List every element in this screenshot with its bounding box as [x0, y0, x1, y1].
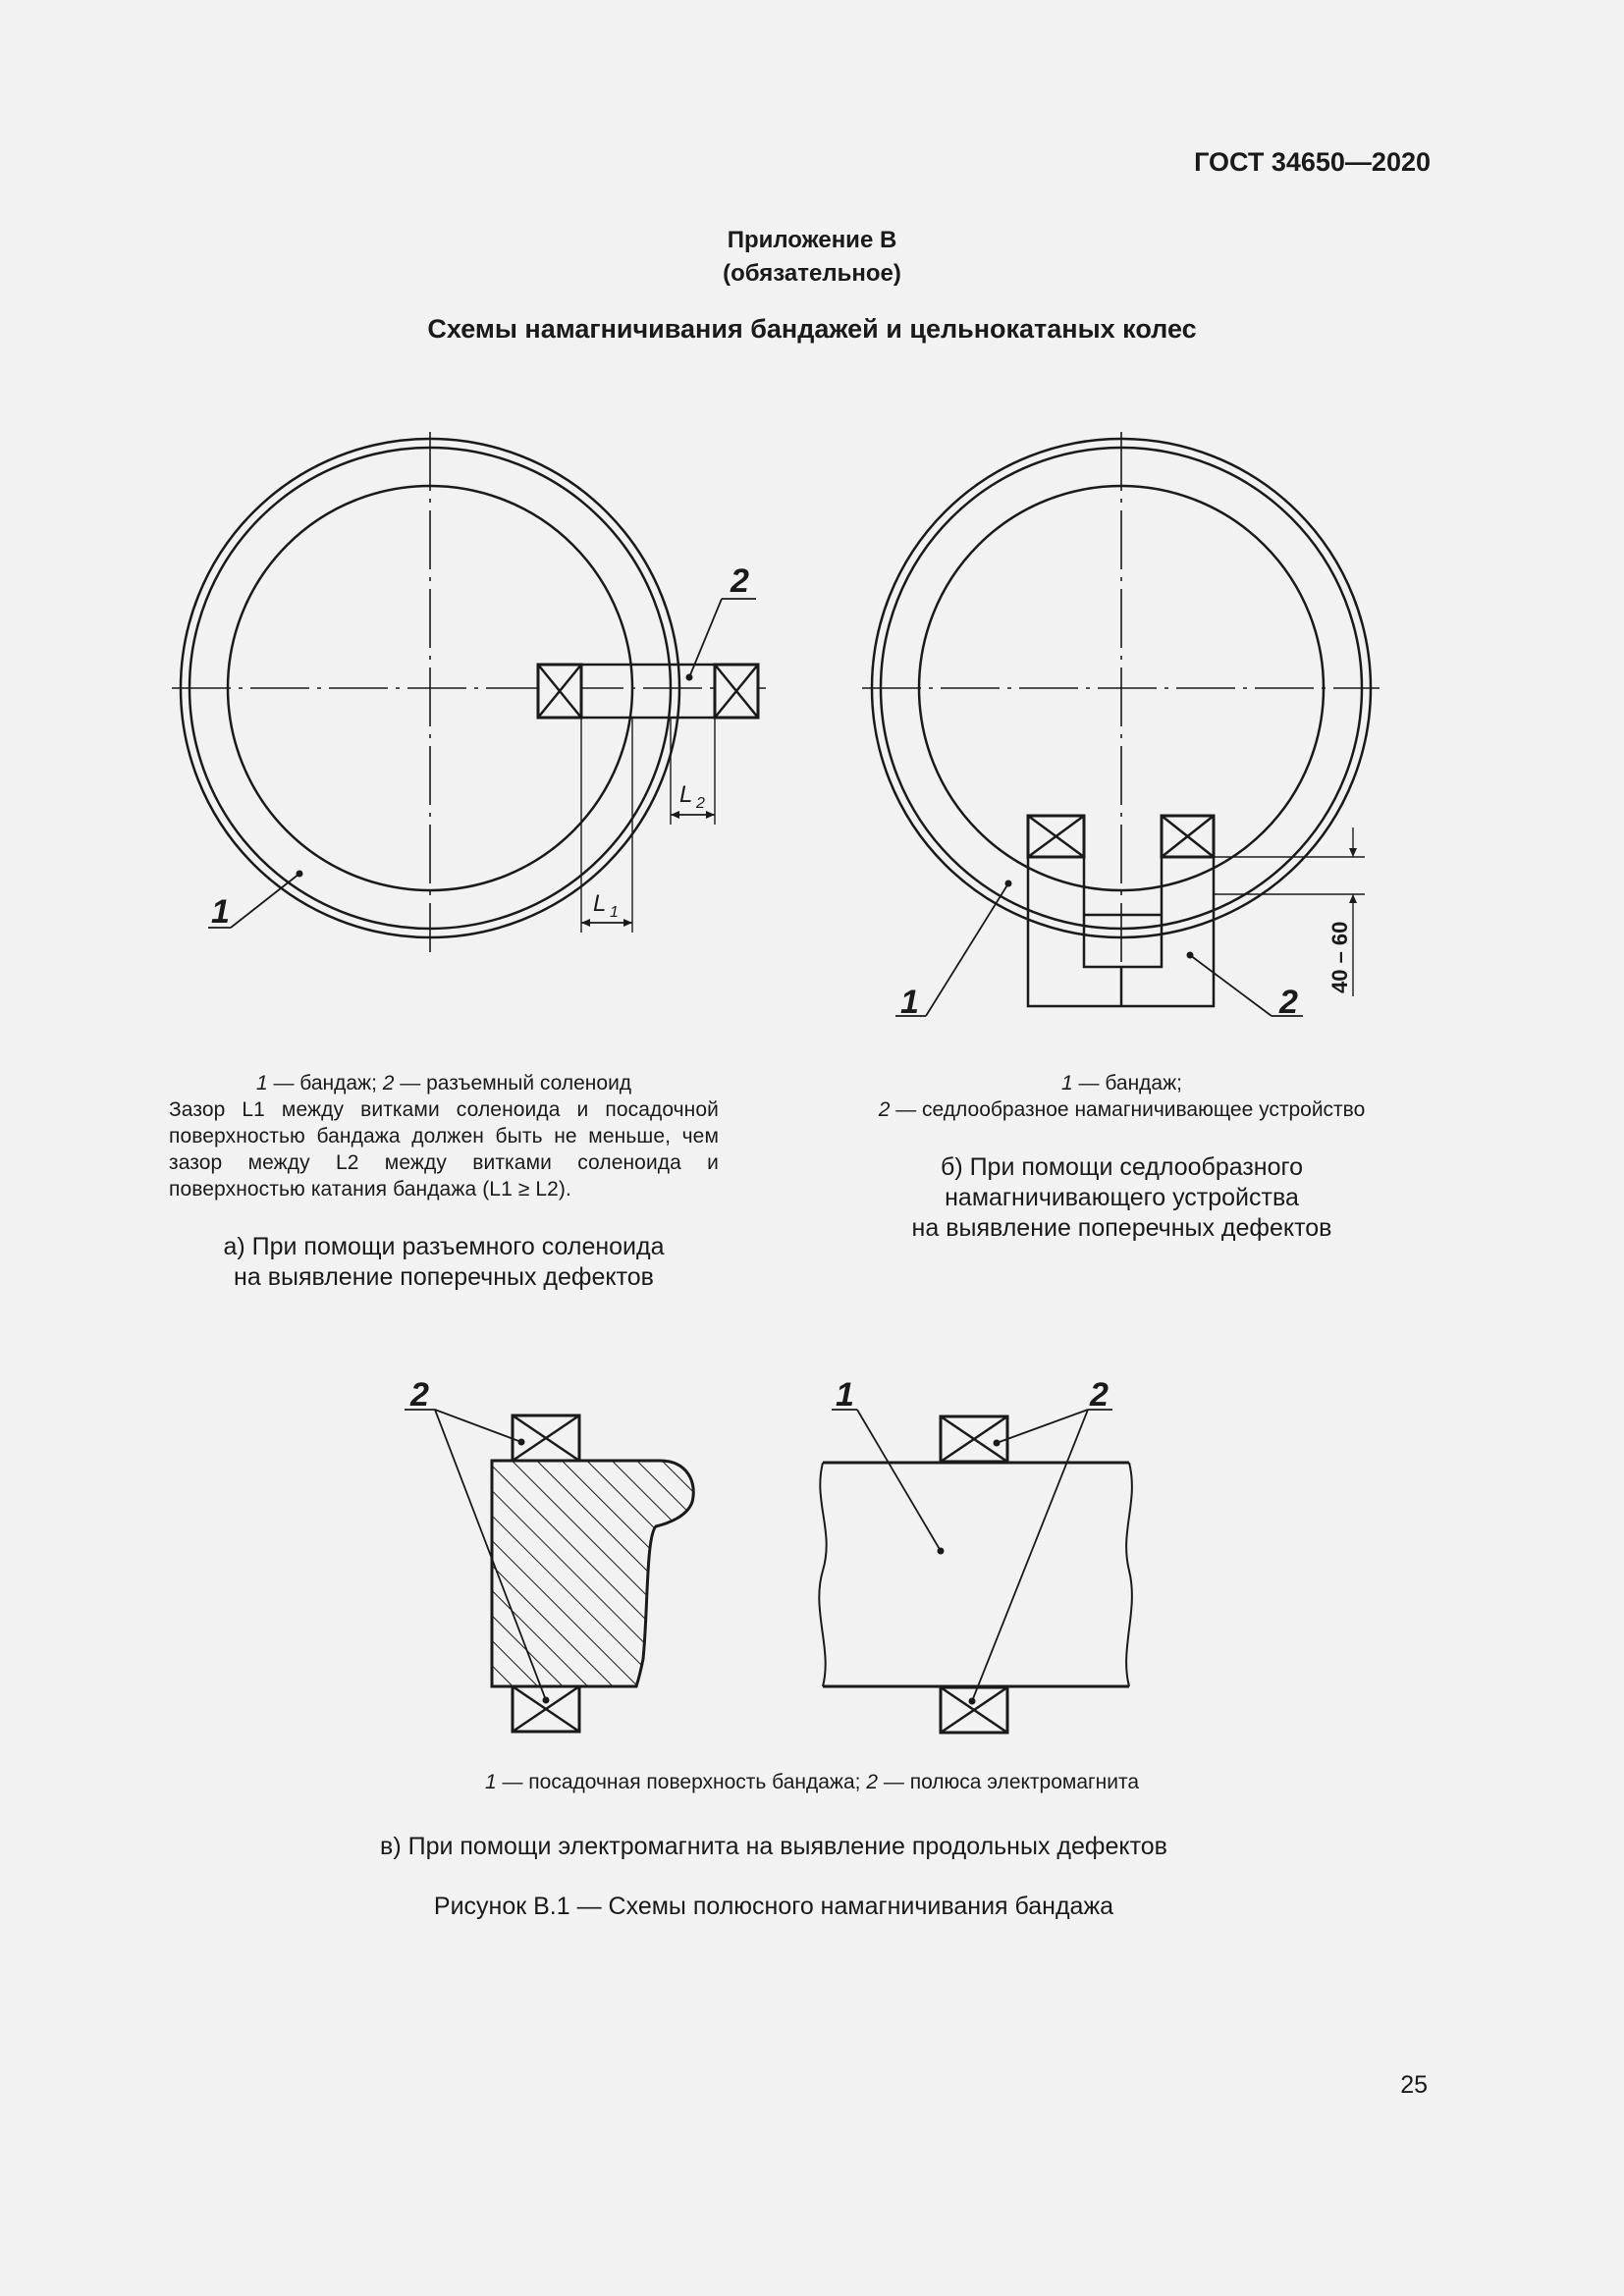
- standard-header: ГОСТ 34650—2020: [1194, 147, 1431, 177]
- fig-a-label-L2: L: [679, 781, 693, 808]
- fig-v-label-2-left: 2: [410, 1376, 429, 1414]
- fig-a-legend-num2: 2: [382, 1072, 395, 1095]
- figure-a-drawing: [172, 432, 766, 952]
- fig-v-legend: [0, 1769, 1624, 1795]
- fig-b-caption: [825, 1152, 1419, 1244]
- tyre-section-hatched: [492, 1461, 693, 1686]
- figure-v-left-drawing: [405, 1410, 693, 1732]
- figure-caption: Рисунок В.1 — Схемы полюсного намагничивания бандажа: [433, 1893, 1114, 1920]
- fig-b-caption-line1: б) При помощи седлообразного: [941, 1153, 1303, 1181]
- fig-a-label-L2-sub: 2: [696, 795, 705, 812]
- appendix-status: (обязательное): [723, 260, 901, 287]
- break-line-left: [819, 1463, 826, 1686]
- section-title: Схемы намагничивания бандажей и цельнокатаных колес: [427, 314, 1197, 344]
- page-number: 25: [1400, 2071, 1428, 2099]
- fig-a-label-L1-sub: 1: [610, 904, 619, 921]
- fig-v-label-2-right: 2: [1090, 1376, 1109, 1414]
- fig-b-legend-num2: 2: [878, 1098, 891, 1121]
- fig-b-legend-text1: — бандаж;: [1072, 1072, 1182, 1095]
- fig-a-caption: [149, 1232, 738, 1293]
- break-line-right: [1126, 1463, 1132, 1686]
- fig-a-label-1: 1: [211, 893, 230, 931]
- figure-v-labels: [409, 1376, 1109, 1414]
- fig-a-legend-num1: 1: [255, 1072, 268, 1095]
- figure-v-right-drawing: [819, 1410, 1132, 1733]
- fig-a-legend-text2: — разъемный соленоид: [394, 1072, 632, 1095]
- fig-b-legend-text2: — седлообразное намагничивающее устройство: [890, 1098, 1366, 1121]
- fig-a-legend-text1: — бандаж;: [267, 1072, 383, 1095]
- fig-a-label-2: 2: [731, 562, 749, 600]
- fig-b-legend-num1: 1: [1061, 1072, 1073, 1095]
- fig-a-label-L1: L: [593, 890, 607, 917]
- fig-b-dimension: 40 – 60: [1327, 921, 1352, 993]
- fig-b-caption-line3: на выявление поперечных дефектов: [911, 1214, 1332, 1242]
- fig-b-legend: [815, 1070, 1429, 1123]
- fig-a-legend: [169, 1070, 719, 1096]
- fig-b-legend-line1: [815, 1070, 1429, 1096]
- fig-b-label-1: 1: [900, 984, 919, 1021]
- appendix-title: Приложение В: [727, 227, 897, 253]
- fig-v-legend-num1: 1: [484, 1771, 497, 1793]
- fig-a-caption-line1: а) При помощи разъемного соленоида: [223, 1233, 665, 1260]
- fig-a-note: Зазор L1 между витками соленоида и посадочной поверхностью бандажа должен быть не меньше, чем зазор между L2 между витками соленоида и поверхностью катания бандажа (L1 ≥ L2).: [169, 1098, 719, 1201]
- fig-v-legend-text1: — посадочная поверхность бандажа;: [496, 1771, 867, 1793]
- fig-a-caption-line2: на выявление поперечных дефектов: [234, 1263, 654, 1291]
- fig-v-legend-text2: — полюса электромагнита: [878, 1771, 1140, 1793]
- figure-b-drawing: [862, 432, 1380, 1016]
- fig-v-legend-num2: 2: [866, 1771, 879, 1793]
- fig-b-legend-line2: [815, 1096, 1429, 1123]
- fig-b-label-2: 2: [1279, 984, 1298, 1021]
- fig-v-caption: в) При помощи электромагнита на выявление продольных дефектов: [380, 1833, 1167, 1860]
- fig-v-label-1: 1: [836, 1376, 854, 1414]
- fig-b-caption-line2: намагничивающего устройства: [945, 1184, 1299, 1211]
